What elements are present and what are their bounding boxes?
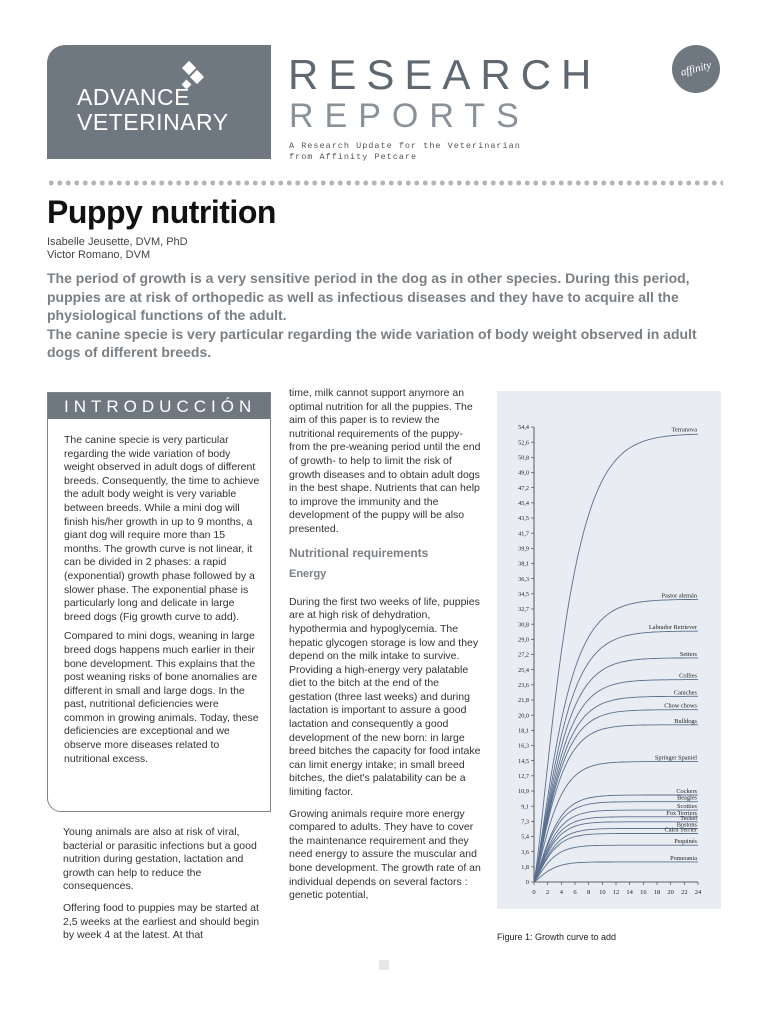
- dotted-divider: [47, 180, 723, 186]
- y-tick-label: 16,3: [518, 742, 529, 750]
- series-label-11: Scotties: [677, 803, 697, 811]
- x-tick-label: 6: [573, 889, 577, 896]
- y-tick-label: 9,1: [521, 803, 529, 811]
- series-label-9: Cockers: [676, 788, 697, 796]
- series-label-15: Cairn Terrier: [664, 826, 697, 834]
- brand-line-1: ADVANCE: [77, 84, 190, 110]
- series-label-2: Labrador Retriever: [648, 624, 697, 632]
- lead-paragraph-2: The canine specie is very particular regarding the wide variation of body weight observed in adult dogs of different breeds.: [47, 325, 697, 360]
- brand-line-2: VETERINARY: [77, 109, 229, 135]
- x-tick-label: 20: [667, 889, 674, 896]
- x-tick-label: 12: [612, 889, 620, 896]
- y-tick-label: 3,6: [521, 848, 529, 856]
- y-tick-label: 21,8: [518, 697, 529, 705]
- series-label-13: Teckel: [680, 814, 697, 822]
- section-heading-nutritional-requirements: Nutritional requirements: [289, 545, 429, 560]
- growth-curve-chart: [497, 391, 721, 909]
- y-tick-label: 36,3: [518, 575, 529, 583]
- series-label-14: Bostons: [676, 821, 697, 829]
- col1-paragraph-2: Offering food to puppies may be started at 2,5 weeks at the earliest and should begin by week 4 at the latest. At that: [63, 901, 260, 942]
- tagline: [289, 141, 521, 163]
- col2-paragraph-2: During the first two weeks of life, puppies are at high risk of dehydration, hypothermia and hypoglycemia. The hepatic glycogen storage is low and they depend on the milk intake to survive. Providing a high-energy very palatable diet to the bitch at the end of the gestation (three last weeks) and during lactation is important to assure a good lactation and consequently a good development of the new born: in large breed bitches the capacity for food intake can limit energy intake; in small breed bitches, the diet's palatability can be a limiting factor.: [289, 595, 481, 799]
- affinity-badge: [667, 40, 726, 99]
- y-tick-label: 30,8: [518, 621, 529, 629]
- intro-paragraph-1: The canine specie is very particular regarding the wide variation of body weight observed in adult dogs of different breeds. Consequently, the time to achieve the adult body weight is very variable between breeds. While a mini dog will finish his/her growth in up to 9 months, a giant dog will require more than 15 months. The growth curve is not linear, it can be divided in 2 phases: a rapid (exponential) growth phase followed by a slower phase. The exponential phase is particularly long and delicate in large breed dogs (Fig growth curve to add).: [64, 434, 260, 623]
- y-tick-label: 0: [525, 879, 529, 887]
- subsection-heading-energy: Energy: [289, 568, 327, 581]
- series-label-5: Caniches: [673, 689, 697, 697]
- growth-curve-figure: [497, 391, 721, 909]
- y-tick-label: 54,4: [518, 424, 529, 432]
- series-subtitle: REPORTS: [289, 97, 530, 135]
- series-label-16: Pequinés: [674, 838, 697, 846]
- intro-paragraph-2: Compared to mini dogs, weaning in large breed dogs happens much earlier in their bone development. This explains that the post weaning risks of bone anomalies are different in small and large dogs. In the past, nutritional deficiencies were common in growing animals. Today, these deficiencies are exceptional and we observe more diseases related to nutritional excess.: [64, 630, 259, 765]
- author-list: [47, 236, 188, 262]
- page-marker: [379, 960, 389, 970]
- series-title: RESEARCH: [288, 51, 602, 98]
- introduction-box: [47, 392, 271, 812]
- y-tick-label: 50,8: [518, 454, 529, 462]
- series-label-3: Setters: [679, 650, 697, 658]
- lead-paragraph-1: The period of growth is a very sensitive period in the dog as in other species. During this period, puppies are at risk of orthopedic as well as infectious diseases and they have to acquire all the physiological functions of the adult.: [47, 270, 690, 323]
- col2-paragraph-1: time, milk cannot support anymore an optimal nutrition for all the puppies. The aim of this paper is to review the nutritional requirements of the puppy- from the pre-weaning period until the end of growth- to help to limit the risk of growth diseases and to obtain adult dogs in the best shape. Nutrients that can help to improve the immunity and the development of the puppy will be also presented.: [289, 387, 481, 535]
- x-tick-label: 4: [559, 889, 563, 896]
- y-tick-label: 29,0: [518, 636, 529, 644]
- y-tick-label: 52,6: [518, 439, 529, 447]
- col2-paragraph-3: Growing animals require more energy compared to adults. They have to cover the maintenance requirement and they need energy to assure the muscular and bone development. The growth rate of an individual depends on several factors : genetic potential,: [289, 807, 481, 902]
- x-tick-label: 2: [546, 889, 550, 896]
- series-label-4: Collies: [679, 672, 697, 680]
- article-title: Puppy nutrition: [47, 194, 276, 230]
- y-tick-label: 25,4: [518, 666, 529, 674]
- x-tick-label: 10: [599, 889, 606, 896]
- series-label-7: Bulldogs: [674, 717, 697, 725]
- y-tick-label: 47,2: [518, 484, 529, 492]
- series-label-6: Chow chows: [664, 702, 697, 710]
- x-tick-label: 8: [587, 889, 591, 896]
- y-tick-label: 14,5: [518, 757, 529, 765]
- brand-name: [77, 85, 229, 135]
- y-tick-label: 41,7: [518, 530, 529, 538]
- series-line-16: [534, 845, 698, 882]
- column-1-continued: [63, 826, 263, 951]
- affinity-badge-text: affinity: [679, 59, 713, 79]
- introduction-heading: INTRODUCCIÓN: [48, 393, 270, 419]
- column-2: [289, 387, 481, 911]
- series-label-8: Springer Spaniel: [654, 754, 697, 762]
- tagline-line-2: from Affinity Petcare: [289, 152, 418, 162]
- series-label-0: Terranova: [671, 426, 697, 434]
- tagline-line-1: A Research Update for the Veterinarian: [289, 141, 521, 151]
- x-tick-label: 0: [532, 889, 536, 896]
- y-tick-label: 7,3: [521, 818, 529, 826]
- lead-paragraph: [47, 269, 727, 362]
- series-label-1: Pastor alemán: [661, 592, 697, 600]
- y-tick-label: 23,6: [518, 682, 529, 690]
- y-tick-label: 27,2: [518, 651, 529, 659]
- author-2: Victor Romano, DVM: [47, 249, 151, 261]
- y-tick-label: 43,5: [518, 515, 529, 523]
- x-tick-label: 22: [681, 889, 688, 896]
- y-tick-label: 1,8: [521, 864, 529, 872]
- x-tick-label: 14: [626, 889, 633, 896]
- author-1: Isabelle Jeusette, DVM, PhD: [47, 236, 188, 248]
- series-label-12: Fox Terriers: [666, 809, 697, 817]
- col1-paragraph-1: Young animals are also at risk of viral, bacterial or parasitic infections but a good nutrition during gestation, lactation and growth can help to reduce the consequences.: [63, 826, 257, 893]
- y-tick-label: 38,1: [518, 560, 529, 568]
- y-tick-label: 12,7: [518, 773, 529, 781]
- y-tick-label: 10,9: [518, 788, 529, 796]
- series-label-17: Pomerania: [670, 854, 697, 862]
- brand-logo-panel: [47, 45, 271, 159]
- y-tick-label: 34,5: [518, 591, 529, 599]
- x-tick-label: 24: [694, 889, 702, 896]
- x-tick-label: 18: [653, 889, 661, 896]
- introduction-body: [48, 419, 270, 766]
- y-tick-label: 39,9: [518, 545, 529, 553]
- y-tick-label: 18,1: [518, 727, 529, 735]
- y-tick-label: 45,4: [518, 500, 529, 508]
- x-tick-label: 16: [640, 889, 647, 896]
- y-tick-label: 49,0: [518, 469, 529, 477]
- figure-caption: Figure 1: Growth curve to add: [497, 932, 617, 942]
- y-tick-label: 32,7: [518, 606, 529, 614]
- y-tick-label: 5,4: [521, 833, 529, 841]
- series-line-17: [534, 862, 698, 882]
- y-tick-label: 20,0: [518, 712, 529, 720]
- series-label-10: Beagles: [677, 794, 697, 802]
